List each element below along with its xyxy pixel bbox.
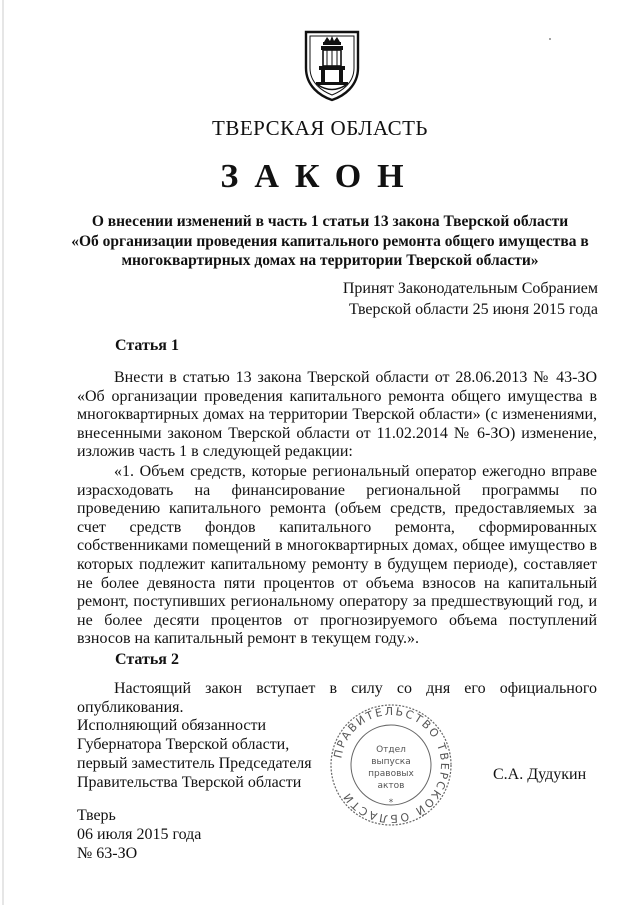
article-1-title: Статья 1 xyxy=(115,337,179,354)
region-name: ТВЕРСКАЯ ОБЛАСТЬ xyxy=(212,116,428,140)
signatory-name: С.А. Дудукин xyxy=(493,766,587,783)
document-type-heading: ЗАКОН xyxy=(220,158,420,195)
position-line: первый заместитель Председателя xyxy=(77,755,312,772)
document-footer xyxy=(77,806,201,863)
subject-line: многоквартирных домах на территории Тверской области» xyxy=(121,252,539,269)
law-subject-title xyxy=(70,212,590,271)
footer-city: Тверь xyxy=(77,807,116,824)
stamp-center-line: правовых xyxy=(368,769,414,779)
position-line: Исполняющий обязанности xyxy=(77,717,267,734)
position-line: Правительства Тверской области xyxy=(77,774,302,791)
footer-number: № 63-ЗО xyxy=(77,845,138,862)
article-1-paragraph-1: Внести в статью 13 закона Тверской области от 28.06.2013 № 43-ЗО «Об организации проведения капитального ремонта общего имущества в многоквартирных домах на территории Тверской области» (с изменениями, внесенными законом Тверской области от 11.02.2014 № 6-ЗО) изменение, изложив часть 1 в следующей редакции: xyxy=(77,369,597,461)
adoption-note xyxy=(343,278,598,320)
stamp-center-line: выпуска xyxy=(371,757,411,767)
footer-date: 06 июля 2015 года xyxy=(77,826,202,843)
subject-line: О внесении изменений в часть 1 статьи 13 закона Тверской области xyxy=(91,213,569,230)
tver-coat-of-arms-icon xyxy=(302,28,362,102)
scan-speck xyxy=(549,38,551,40)
stamp-ring-text: ПРАВИТЕЛЬСТВО ТВЕРСКОЙ ОБЛАСТИ xyxy=(331,704,452,826)
stamp-center-line: актов xyxy=(377,781,405,791)
subject-line: «Об организации проведения капитального ремонта общего имущества в xyxy=(71,232,589,250)
adoption-line: Тверской области 25 июня 2015 года xyxy=(348,301,598,318)
article-1-paragraph-2: «1. Объем средств, которые региональный оператор ежегодно вправе израсходовать на финансирование региональной программы по проведению капитального ремонта (объем средств, предоставляемых за счет средств фондов капитального ремонта, сформированных собственниками помещений в многоквартирных домах, общее имущество в которых подлежит капитальному ремонту в будущем периоде), составляет не более девяноста пяти процентов от объема взносов на капитальный ремонт, поступивших региональному оператору за предшествующий год, и не более десяти процентов от прогнозируемого объема поступлений взносов на капитальный ремонт в текущем году.». xyxy=(77,463,597,648)
official-stamp xyxy=(326,700,456,830)
article-2-paragraph: Настоящий закон вступает в силу со дня его официального опубликования. xyxy=(77,680,597,716)
stamp-center-line: Отдел xyxy=(376,745,406,755)
position-line: Губернатора Тверской области, xyxy=(77,736,290,753)
signatory-position xyxy=(77,716,312,792)
stamp-star-icon: * xyxy=(388,798,394,808)
article-2-title: Статья 2 xyxy=(115,651,179,668)
adoption-line: Принят Законодательным Собранием xyxy=(342,280,598,297)
